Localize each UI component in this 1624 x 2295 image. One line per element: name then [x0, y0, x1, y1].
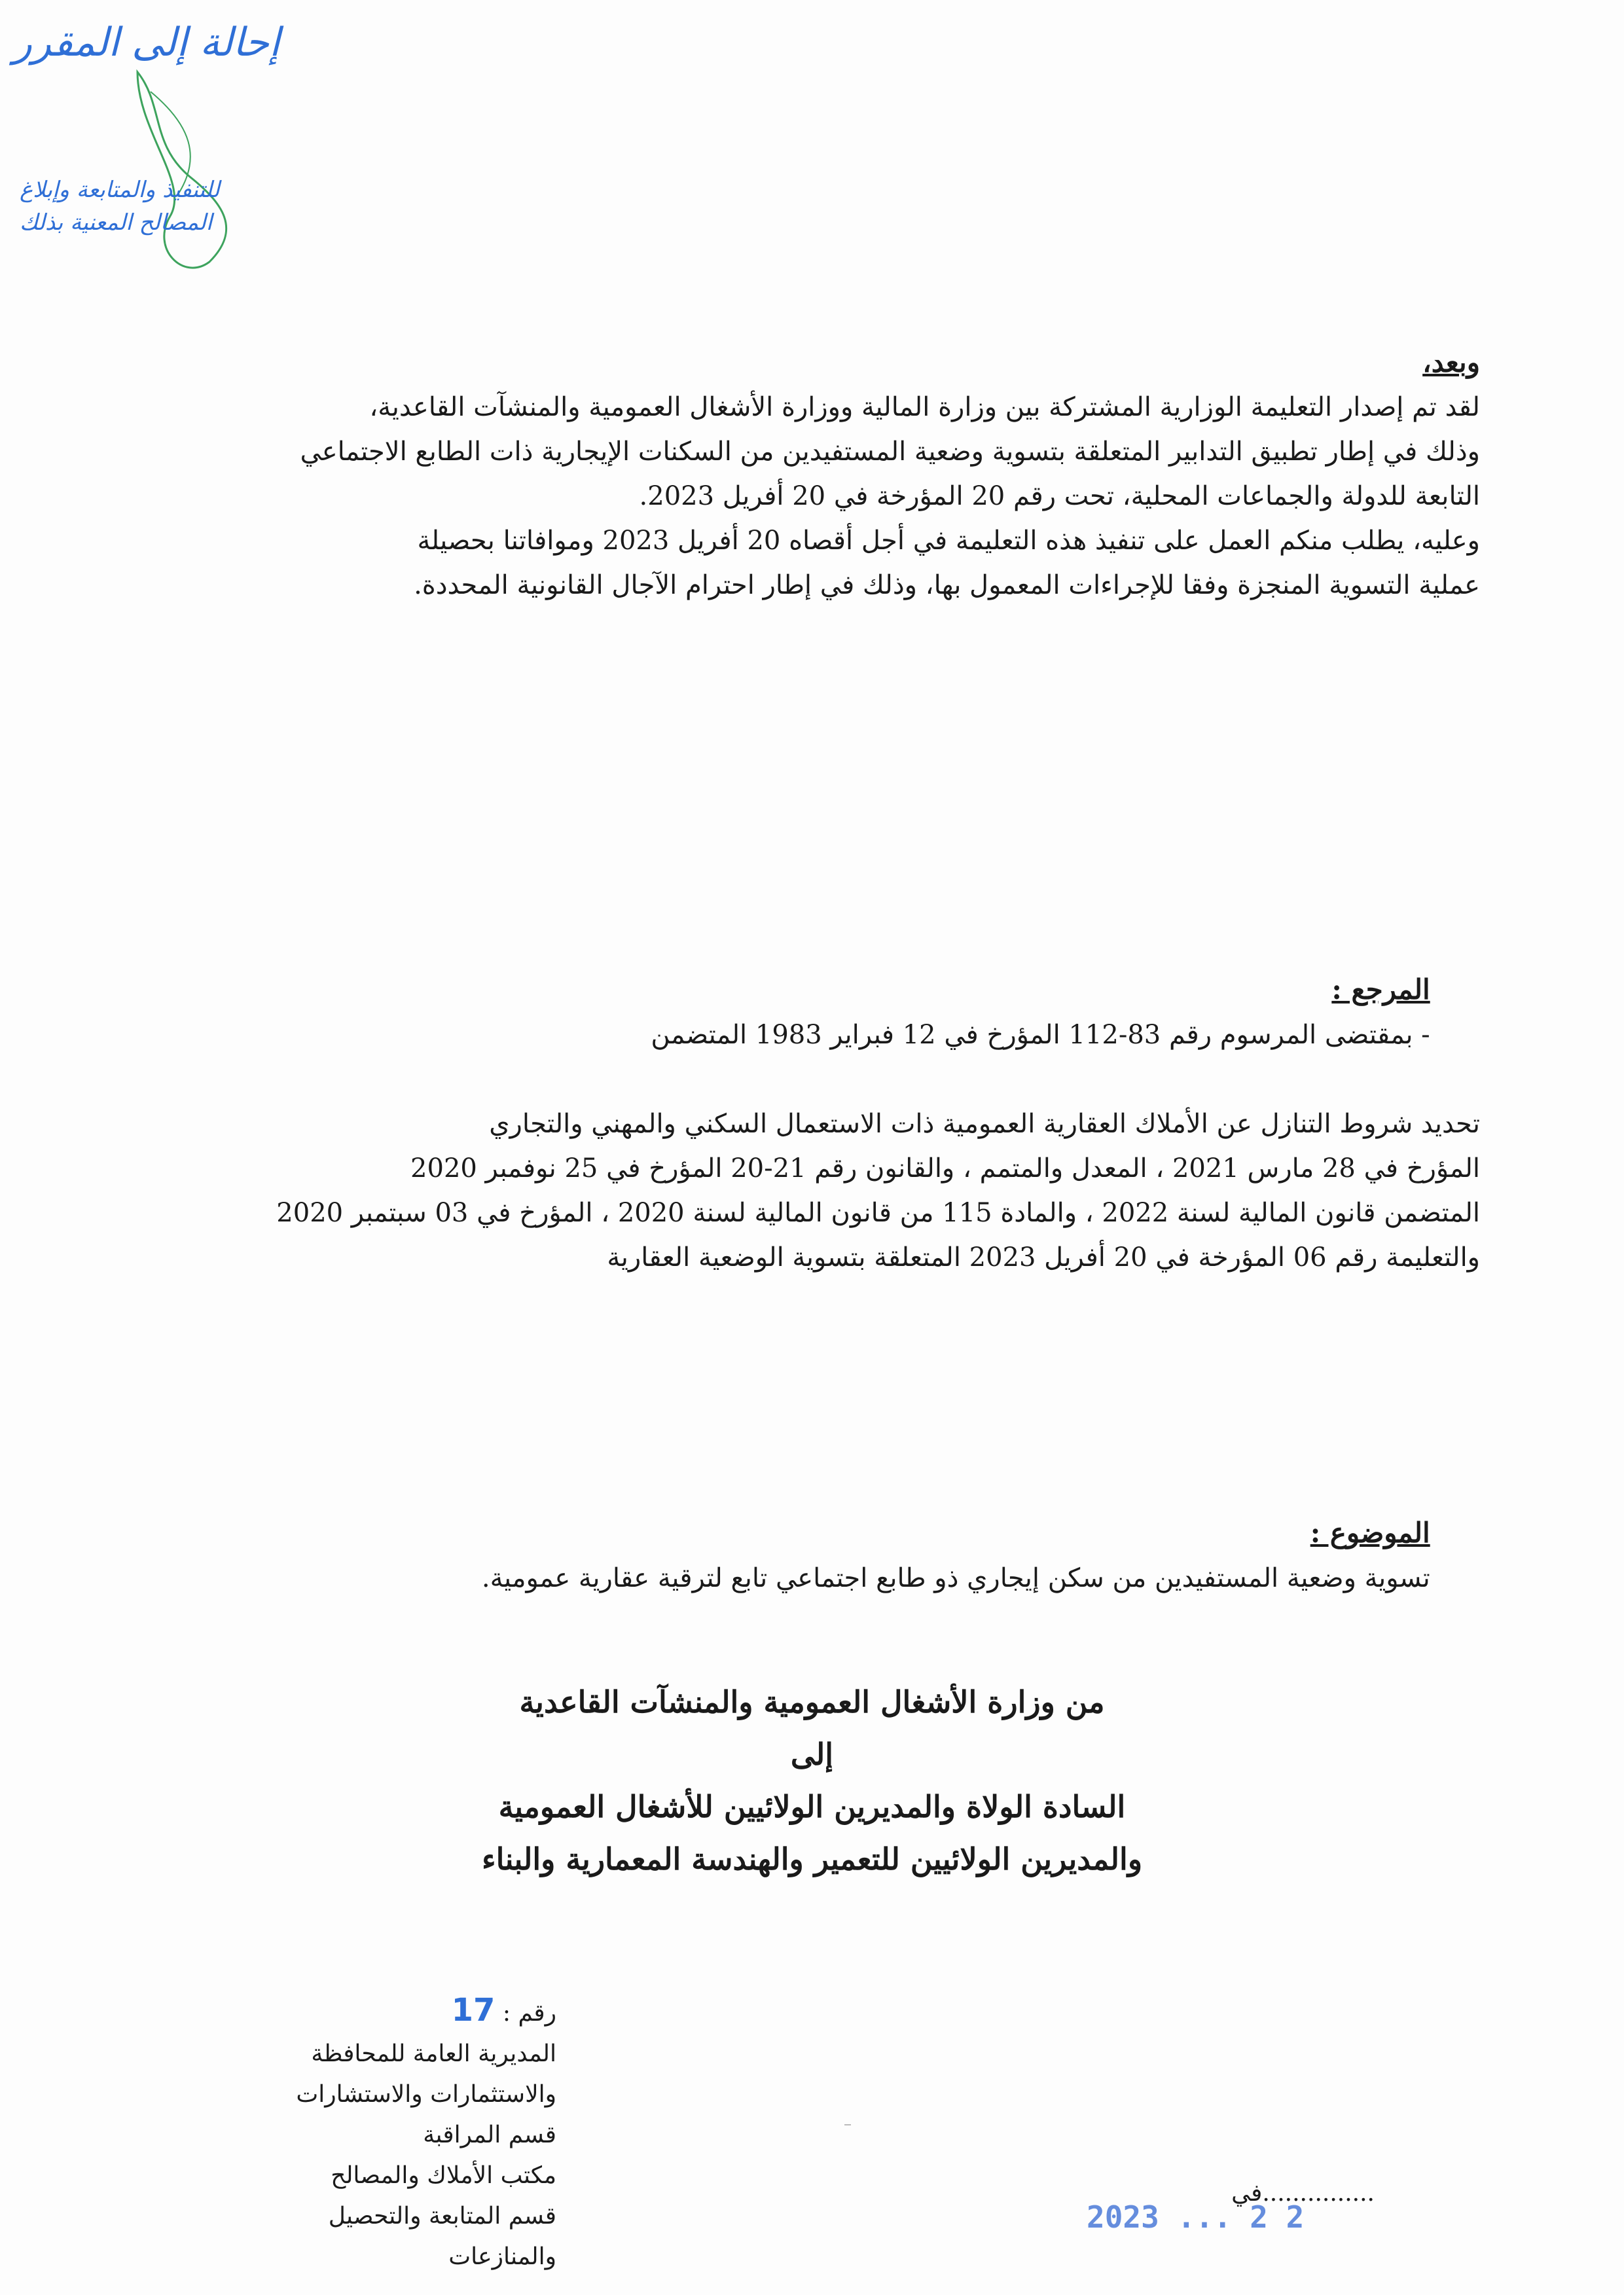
- title-line: والمديرين الولائيين للتعمير والهندسة المعمارية والبناء: [481, 1841, 1143, 1877]
- title-line: إلى: [790, 1737, 834, 1772]
- handnote-line-2: للتنفيذ والمتابعة وإبلاغ: [20, 177, 220, 203]
- handwritten-annotation: [13, 20, 380, 295]
- date-dots: ...............في: [1231, 2180, 1375, 2207]
- issuer-line: قسم المراقبة: [423, 2122, 556, 2148]
- issuer-line: والمنازعات: [448, 2243, 556, 2270]
- body-paragraph: التابعة للدولة والجماعات المحلية، تحت رقم 20 المؤرخة في 20 أفريل 2023.: [639, 481, 1480, 511]
- body-paragraph: لقد تم إصدار التعليمة الوزارية المشتركة بين وزارة المالية ووزارة الأشغال العمومية والمنشآت القاعدية،: [369, 392, 1480, 422]
- subject-label: الموضوع :: [1310, 1517, 1430, 1549]
- reference-prefix: رقم :: [502, 2000, 556, 2027]
- addressee-titles: [0, 1676, 1624, 1885]
- handnote-line-1: إحالة إلى المقرر: [13, 20, 280, 65]
- reference-line: المؤرخ في 28 مارس 2021 ، المعدل والمتمم ، والقانون رقم 21-20 المؤرخ في 25 نوفمبر 2020: [410, 1153, 1480, 1184]
- issuer-line: المديرية العامة للمحافظة: [311, 2040, 556, 2067]
- body-paragraph: وعليه، يطلب منكم العمل على تنفيذ هذه التعليمة في أجل أقصاه 20 أفريل 2023 وموافاتنا بحصيلة: [417, 526, 1480, 556]
- issuer-reference-block: [98, 1990, 556, 2277]
- reference-number: 17: [451, 1992, 496, 2029]
- subject-section: [105, 1466, 1480, 1645]
- scan-mark: [844, 2124, 851, 2125]
- date-stamp-value: 2023 ... 2 2: [1087, 2199, 1305, 2235]
- date-stamp: [1034, 2180, 1375, 2239]
- body-paragraph: وذلك في إطار تطبيق التدابير المتعلقة بتسوية وضعية المستفيدين من السكنات الإيجارية ذات الطابع الاجتماعي: [300, 437, 1480, 467]
- title-line: السادة الولاة والمديرين الولائيين للأشغال العمومية: [498, 1789, 1126, 1824]
- title-line: من وزارة الأشغال العمومية والمنشآت القاعدية: [519, 1684, 1105, 1720]
- issuer-line: قسم المتابعة والتحصيل: [328, 2203, 556, 2230]
- reference-label: المرجع :: [1331, 973, 1430, 1005]
- reference-line: والتعليمة رقم 06 المؤرخة في 20 أفريل 2023 المتعلقة بتسوية الوضعية العقارية: [607, 1242, 1480, 1273]
- reference-text: - بمقتضى المرسوم رقم 83-112 المؤرخ في 12 فبراير 1983 المتضمن: [651, 1020, 1430, 1050]
- reference-line: المتضمن قانون المالية لسنة 2022 ، والمادة 115 من قانون المالية لسنة 2020 ، المؤرخ في 03 سبتمبر 2020: [276, 1198, 1480, 1228]
- reference-line: [105, 923, 1480, 1102]
- greeting-word: وبعد،: [1422, 346, 1480, 378]
- issuer-line: والاستثمارات والاستشارات: [296, 2081, 556, 2108]
- handnote-line-3: المصالح المعنية بذلك: [20, 209, 213, 236]
- body-section: [105, 340, 1480, 607]
- subject-text: تسوية وضعية المستفيدين من سكن إيجاري ذو طابع اجتماعي تابع لترقية عقارية عمومية.: [481, 1563, 1430, 1593]
- signature-icon: [111, 65, 255, 281]
- reference-number-line: [98, 1990, 556, 2034]
- reference-line: تحديد شروط التنازل عن الأملاك العقارية العمومية ذات الاستعمال السكني والمهني والتجاري: [489, 1109, 1480, 1139]
- reference-section: [105, 923, 1480, 1280]
- issuer-line: مكتب الأملاك والمصالح: [331, 2162, 556, 2189]
- body-paragraph: عملية التسوية المنجزة وفقا للإجراءات المعمول بها، وذلك في إطار احترام الآجال القانونية المحددة.: [414, 570, 1480, 600]
